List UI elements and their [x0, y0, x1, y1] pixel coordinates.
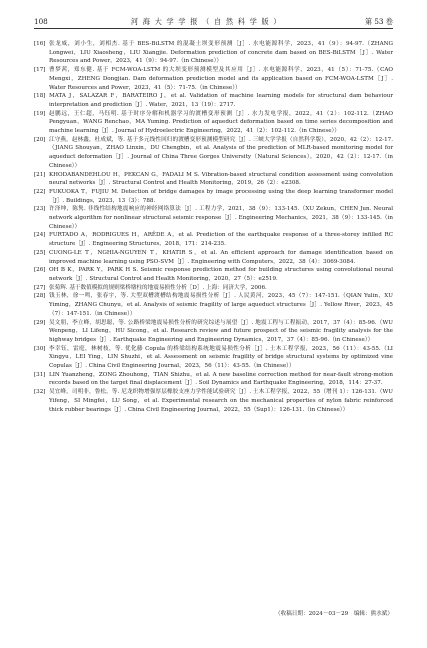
reference-text: 张菊辉. 基于数值模拟的规则梁桥墩柱的地震易损性分析［D］. 上海：同济大学，2006. [49, 284, 267, 291]
reference-number: [24] [34, 232, 46, 239]
journal-title: 河 海 大 学 学 报 （ 自 然 科 学 版 ） [130, 17, 282, 26]
reference-item [34, 371, 393, 388]
page-number: 108 [34, 17, 48, 26]
reference-item [34, 171, 393, 188]
reference-item [34, 284, 393, 293]
reference-item [34, 136, 393, 171]
reference-list [34, 40, 393, 414]
reference-text: LIN Yuanzheng，ZONG Zhouhong，TIAN Shizhu，et al. A new baseline correction method for near-fault strong-motion records based on the target final displacement［J］. Soil Dynamics and Earthquake Engineering，2018，114：27-37. [49, 371, 393, 387]
reference-text: CUONG-LE T，NGHIA-NGUYEN T，KHATIR S，et al. An efficient approach for damage identification based on improved machine learning using PSO-SVM［J］. Engineering with Computers，2022，38（4）：3069-3084. [49, 249, 393, 265]
reference-text: KHODABANDEHLOU H，PEKCAN G，FADALI M S. Vibration-based structural condition assessment using convolution neural networks［J］. Structural Control and Health Monitoring，2019，26（2）：e2308. [49, 171, 393, 187]
reference-text: 曹梦茜，郑东健. 基于 FCM-WOA-LSTM 的大坝变形预测模型及其应用［J］. 水电能源科学，2023，41（5）：71-75.（CAO Mengxi，ZHENG Dongjian. Dam deformation prediction model and its application based on FCM-WOA-LSTM［J］. Water Resources and Power，2023，41（5）：71-75.（in Chinese）） [49, 67, 393, 91]
reference-text: MATA J，SALAZAR F，BARATEIRO J，et al. Validation of machine learning models for structural dam behaviour interpretation and prediction［J］. Water，2021，13（19）：2717. [49, 93, 393, 108]
reference-text: 钱玉林，徐一鸣，张春宇，等. 大型双槽渡槽结构地震易损性分析［J］. 人民黄河，2023，45（7）：147-151.（QIAN Yulin，XU Yiming，ZHANG Chunyu，et al. Analysis of seismic fragility of large aqueduct structures［J］. Yellow River，2023，45（7）：147-151.（in Chinese）） [49, 293, 393, 317]
reference-text: 李幸钰，雷庭，林树枝，等. 优化藤 Copula 的桥梁结构系统地震易损性分析［J］. 土木工程学报，2023，56（11）：43-55.（LI Xingyu，LEI Ying，LIN Shuzhi，et al. Assessment on seismic fragility of bridge structural systems by optimized vine Copulas［J］. China Civil Engineering Journal，2023，56（11）：43-55.（in Chinese）） [49, 345, 393, 370]
reference-number: [20] [34, 136, 46, 143]
reference-number: [19] [34, 110, 46, 117]
reference-text: 吴文朋，李立峰，胡思聪，等. 公路桥梁地震易损性分析的研究综述与展望［J］. 地震工程与工程振动，2017，37（4）：85-96.（WU Wenpeng，LI Lifeng，HU Sicong，et al. Research review and future prospect of the seismic fragility analysis for the highway bridges［J］. Earthquake Engineering and Engineering Dynamics，2017，37（4）：85-96.（in Chinese）） [49, 319, 393, 343]
reference-text: 吴宜峰，司明非，鲁松，等. 尼龙织物增强厚层橡胶支座力学性能试验研究［J］. 土木工程学报，2022，55（增刊 1）：126-131.（WU Yifeng，SI Mingfei，LU Song，et al. Experimental research on the mechanical properties of nylon fabric reinforced thick rubber bearings［J］. China Civil Engineering Journal，2022，55（Sup1）：126-131.（in Chinese）） [49, 389, 393, 413]
reference-number: [22] [34, 188, 46, 195]
reference-item [34, 231, 393, 248]
reference-number: [31] [34, 371, 46, 378]
reference-number: [16] [34, 41, 46, 47]
reference-text: FURTADO A，RODRIGUES H，ARÊDE A，et al. Prediction of the earthquake response of a three-storey infilled RC structure［J］. Engineering Structures，2018，171：214-235. [49, 232, 393, 248]
reference-text: 江守燕，赵林鑫，杜成斌，等. 基于多元线性回归的渡槽变形预测模型研究［J］. 三峡大学学报（自然科学版），2020，42（2）：12-17.（JIANG Shouyan，ZHAO Linxin，DU Chengbin，et al. Analysis of the prediction of MLR-based monitoring model for aqueduct deformation［J］. Journal of China Three Gorges University（Natural Sciences），2020，42（2）：12-17.（in Chinese）） [49, 136, 393, 169]
reference-item [34, 266, 393, 283]
reference-item [34, 110, 393, 136]
reference-number: [25] [34, 249, 46, 256]
reference-number: [28] [34, 293, 46, 300]
received-date-editor-note: （收稿日期：2024－03－29 编辑：熊水斌） [275, 611, 393, 617]
reference-item [34, 249, 393, 266]
reference-item [34, 345, 393, 371]
reference-item [34, 188, 393, 205]
reference-item [34, 319, 393, 345]
reference-item [34, 40, 393, 66]
reference-item [34, 388, 393, 414]
reference-number: [17] [34, 67, 46, 74]
reference-number: [29] [34, 319, 46, 326]
reference-number: [18] [34, 93, 46, 100]
reference-item [34, 66, 393, 92]
reference-text: 张龙威，刘小生，刘相杰. 基于 BES-BiLSTM 的混凝土坝变形预测［J］. 水电能源科学，2023，41（9）：94-97.（ZHANG Longwei，LIU Xiaosheng，LIU Xiangjie. Deformation prediction of concrete dam based on BES-BiLSTM［J］. Water Resources and Power，2023，41（9）：94-97.（in Chinese）） [49, 41, 393, 65]
reference-number: [21] [34, 171, 46, 178]
reference-number: [32] [34, 389, 46, 396]
reference-text: 许泽坤，陈隽. 非线性结构地震响应的神经网络算法［J］. 工程力学，2021，38（9）：133-145.（XU Zekun，CHEN Jun. Neural network algorithm for nonlinear structural seismic response［J］. Engineering Mechanics，2021，38（9）：133-145.（in Chinese）） [49, 206, 393, 230]
reference-text: 赵鹏远，王仁超，马钰明. 基于时序分解和机器学习的渡槽变形预测［J］. 水力发电学报，2022，41（2）：102-112.（ZHAO Pengyuan，WANG Renchao，MA Yuming. Prediction of aqueduct deformation based on time series decomposition and machine learning［J］. Journal of Hydroelectric Engineering，2022，41（2）：102-112.（in Chinese）） [49, 110, 393, 135]
reference-number: [27] [34, 284, 46, 291]
reference-item [34, 292, 393, 318]
reference-number: [23] [34, 206, 46, 213]
reference-item [34, 92, 393, 109]
volume-label: 第 53 卷 [364, 17, 393, 26]
reference-text: OH B K，PARK Y，PARK H S. Seismic response prediction method for building structures using convolutional neural network［J］. Structural Control and Health Monitoring，2020，27（5）：e2519. [49, 267, 393, 282]
reference-number: [26] [34, 267, 46, 274]
reference-text: FUKUOKA T，FUJIU M. Detection of bridge damages by image processing using the deep learning transformer model［J］. Buildings，2023，13（3）：788. [49, 188, 393, 204]
reference-item [34, 205, 393, 231]
reference-number: [30] [34, 345, 46, 352]
running-header [34, 14, 393, 29]
